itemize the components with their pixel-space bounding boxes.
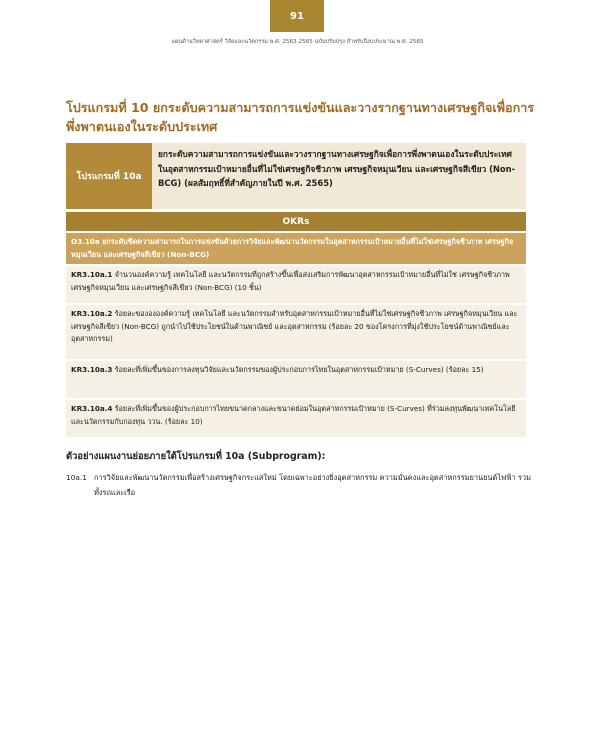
key-result-4 [66,400,526,437]
objective: O3.10a ยกระดับขีดความสามารถในการแข่งขันด้วยการวิจัยและพัฒนานวัตกรรมในอุตสาหกรรมเป้าหมายอื่นที่ไม่ใช่เศรษฐกิจชีวภาพ เศรษฐกิจหมุนเวียน และเศรษฐกิจสีเขียว (Non-BCG) [66,233,526,264]
kr-code: KR3.10a.3 [71,365,113,374]
kr-text: จำนวนองค์ความรู้ เทคโนโลยี และนวัตกรรมที่ถูกสร้างขึ้นเพื่อส่งเสริมการพัฒนาอุตสาหกรรมเป้าหมายอื่นที่ไม่ใช่ เศรษฐกิจชีวภาพ เศรษฐกิจหมุนเวียน และเศรษฐกิจสีเขียว (Non-BCG) (10 ชิ้น) [71,270,510,292]
kr-code: KR3.10a.1 [71,270,113,279]
program-box [66,143,526,209]
key-result-1 [66,266,526,303]
program-description: ยกระดับความสามารถการแข่งขันและวางรากฐานทางเศรษฐกิจเพื่อการพึ่งพาตนเองในระดับประเทศในอุตสาหกรรมเป้าหมายอื่นที่ไม่ใช่เศรษฐกิจชีวภาพ เศรษฐกิจหมุนเวียน และเศรษฐกิจสีเขียว (Non-BCG) (ผลสัมฤทธิ์ที่สำคัญภายในปี พ.ศ. 2565) [152,143,526,209]
page-title: โปรแกรมที่ 10 ยกระดับความสามารถการแข่งขันและวางรากฐานทางเศรษฐกิจเพื่อการพึ่งพาตนเองในระดับประเทศ [66,100,535,134]
page-number: 91 [270,0,324,32]
subprogram-item [66,470,536,500]
running-header: แผนด้านวิทยาศาสตร์ วิจัยและนวัตกรรม พ.ศ. 2563-2565 ฉบับปรับปรุง สำหรับปีงบประมาณ พ.ศ. 2565 [171,39,424,45]
key-result-3 [66,361,526,398]
subprogram-text: การวิจัยและพัฒนานวัตกรรมเพื่อสร้างเศรษฐกิจกระแสใหม่ โดยเฉพาะอย่างยิ่งอุตสาหกรรม ความมั่นคงและอุตสาหกรรมยานยนต์ไฟฟ้า รวมทั้งรถและเรือ [94,473,531,497]
kr-text: ร้อยละที่เพิ่มขึ้นของการลงทุนวิจัยและนวัตกรรมของผู้ประกอบการไทยในอุตสาหกรรมเป้าหมาย (S-Curves) (ร้อยละ 15) [112,365,484,374]
kr-text: ร้อยละของององค์ความรู้ เทคโนโลยี และนวัตกรรมสำหรับอุตสาหกรรมเป้าหมายอื่นที่ไม่ใช่เศรษฐกิจชีวภาพ เศรษฐกิจหมุนเวียน และเศรษฐกิจสีเขียว (Non-BCG) ถูกนำไปใช้ประโยชน์ในด้านพาณิชย์ และอุตสาหกรรม (ร้อยละ 20 ของโครงการที่มุ่งใช้ประโยชน์ด้านพาณิชย์และอุตสาหกรรม) [71,309,518,343]
program-label: โปรแกรมที่ 10a [66,143,152,209]
subprogram-number: 10a.1 [66,473,87,482]
subprogram-title: ตัวอย่างแผนงานย่อยภายใต้โปรแกรมที่ 10a (Subprogram): [66,451,326,462]
okrs-header: OKRs [66,212,526,231]
kr-code: KR3.10a.4 [71,404,113,413]
kr-text: ร้อยละที่เพิ่มขึ้นของผู้ประกอบการไทยขนาดกลางและขนาดย่อมในอุตสาหกรรมเป้าหมาย (S-Curves) ที่ร่วมลงทุนพัฒนาเทคโนโลยีและนวัตกรรมกับกองทุน ววน. (ร้อยละ 10) [71,404,516,426]
kr-code: KR3.10a.2 [71,309,113,318]
key-result-2 [66,305,526,359]
